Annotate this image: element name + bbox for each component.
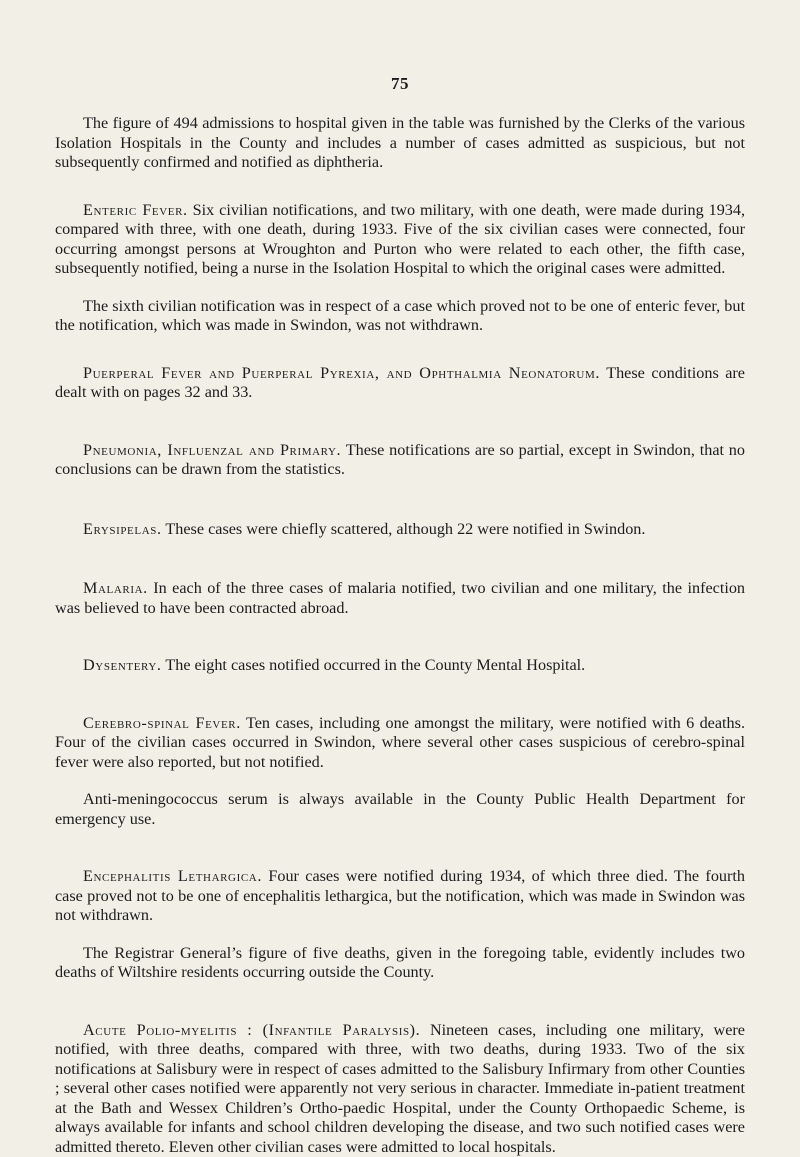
page-body: [55, 114, 745, 1157]
dysentery-text: The eight cases notified occurred in the County Mental Hospital.: [165, 656, 585, 674]
malaria-text: In each of the three cases of malaria notified, two civilian and one military, the infection was believed to have been contracted abroad.: [55, 579, 745, 617]
cerebro-spinal-paragraph-2: Anti-meningococcus serum is always available in the County Public Health Department for emergency use.: [55, 790, 745, 829]
cerebro-spinal-heading: Cerebro-spinal Fever.: [83, 714, 241, 732]
encephalitis-paragraph: [55, 867, 745, 926]
malaria-paragraph: [55, 579, 745, 618]
erysipelas-paragraph: [55, 520, 745, 540]
page-number: 75: [0, 74, 800, 94]
pneumonia-heading: Pneumonia, Influenzal and Primary.: [83, 441, 341, 459]
intro-paragraph: The figure of 494 admissions to hospital given in the table was furnished by the Clerks of the various Isolation Hospitals in the County and includes a number of cases admitted as suspicious, but not subsequently confirmed and notified as diphtheria.: [55, 114, 745, 173]
enteric-fever-text: Six civilian notifications, and two military, with one death, were made during 1934, compared with three, with one death, during 1933. Five of the six civilian cases were connected, four occurring amongst persons at Wroughton and Purton who were related to each other, the fifth case, subsequently notified, being a nurse in the Isolation Hospital to which the original cases were admitted.: [55, 201, 745, 278]
pneumonia-text: These notifications are so partial, except in Swindon, that no conclusions can be drawn from the statistics.: [55, 441, 745, 479]
enteric-fever-heading: Enteric Fever.: [83, 201, 188, 219]
puerperal-paragraph: [55, 364, 745, 403]
polio-heading: Acute Polio-myelitis : (Infantile Paralysis).: [83, 1021, 420, 1039]
puerperal-text: These conditions are dealt with on pages 32 and 33.: [55, 364, 745, 402]
encephalitis-heading: Encephalitis Lethargica.: [83, 867, 262, 885]
encephalitis-text: Four cases were notified during 1934, of which three died. The fourth case proved not to be one of encephalitis lethargica, but the notification, which was made in Swindon was not withdrawn.: [55, 867, 745, 924]
puerperal-heading: Puerperal Fever and Puerperal Pyrexia, and Ophthalmia Neonatorum.: [83, 364, 600, 382]
erysipelas-heading: Erysipelas.: [83, 520, 162, 538]
enteric-fever-paragraph-2: The sixth civilian notification was in respect of a case which proved not to be one of enteric fever, but the notification, which was made in Swindon, was not withdrawn.: [55, 297, 745, 336]
dysentery-paragraph: [55, 656, 745, 676]
cerebro-spinal-paragraph: [55, 714, 745, 773]
polio-paragraph: [55, 1021, 745, 1157]
encephalitis-paragraph-2: The Registrar General’s figure of five deaths, given in the foregoing table, evidently includes two deaths of Wiltshire residents occurring outside the County.: [55, 944, 745, 983]
enteric-fever-paragraph: [55, 201, 745, 279]
polio-text: Nineteen cases, including one military, were notified, with three deaths, compared with three, with two deaths, during 1933. Two of the six notifications at Salisbury were in respect of cases admitted to the Salisbury Infirmary from other Counties ; several other cases notified were apparently not very serious in character. Immediate in-patient treatment at the Bath and Wessex Children’s Ortho-paedic Hospital, under the County Orthopaedic Scheme, is always available for infants and school children developing the disease, and two such notified cases were admitted thereto. Eleven other civilian cases were admitted to local hospitals.: [55, 1021, 745, 1156]
pneumonia-paragraph: [55, 441, 745, 480]
malaria-heading: Malaria.: [83, 579, 148, 597]
erysipelas-text: These cases were chiefly scattered, although 22 were notified in Swindon.: [165, 520, 645, 538]
dysentery-heading: Dysentery.: [83, 656, 162, 674]
cerebro-spinal-text: Ten cases, including one amongst the military, were notified with 6 deaths. Four of the civilian cases occurred in Swindon, where several other cases suspicious of cerebro-spinal fever were also reported, but not notified.: [55, 714, 745, 771]
